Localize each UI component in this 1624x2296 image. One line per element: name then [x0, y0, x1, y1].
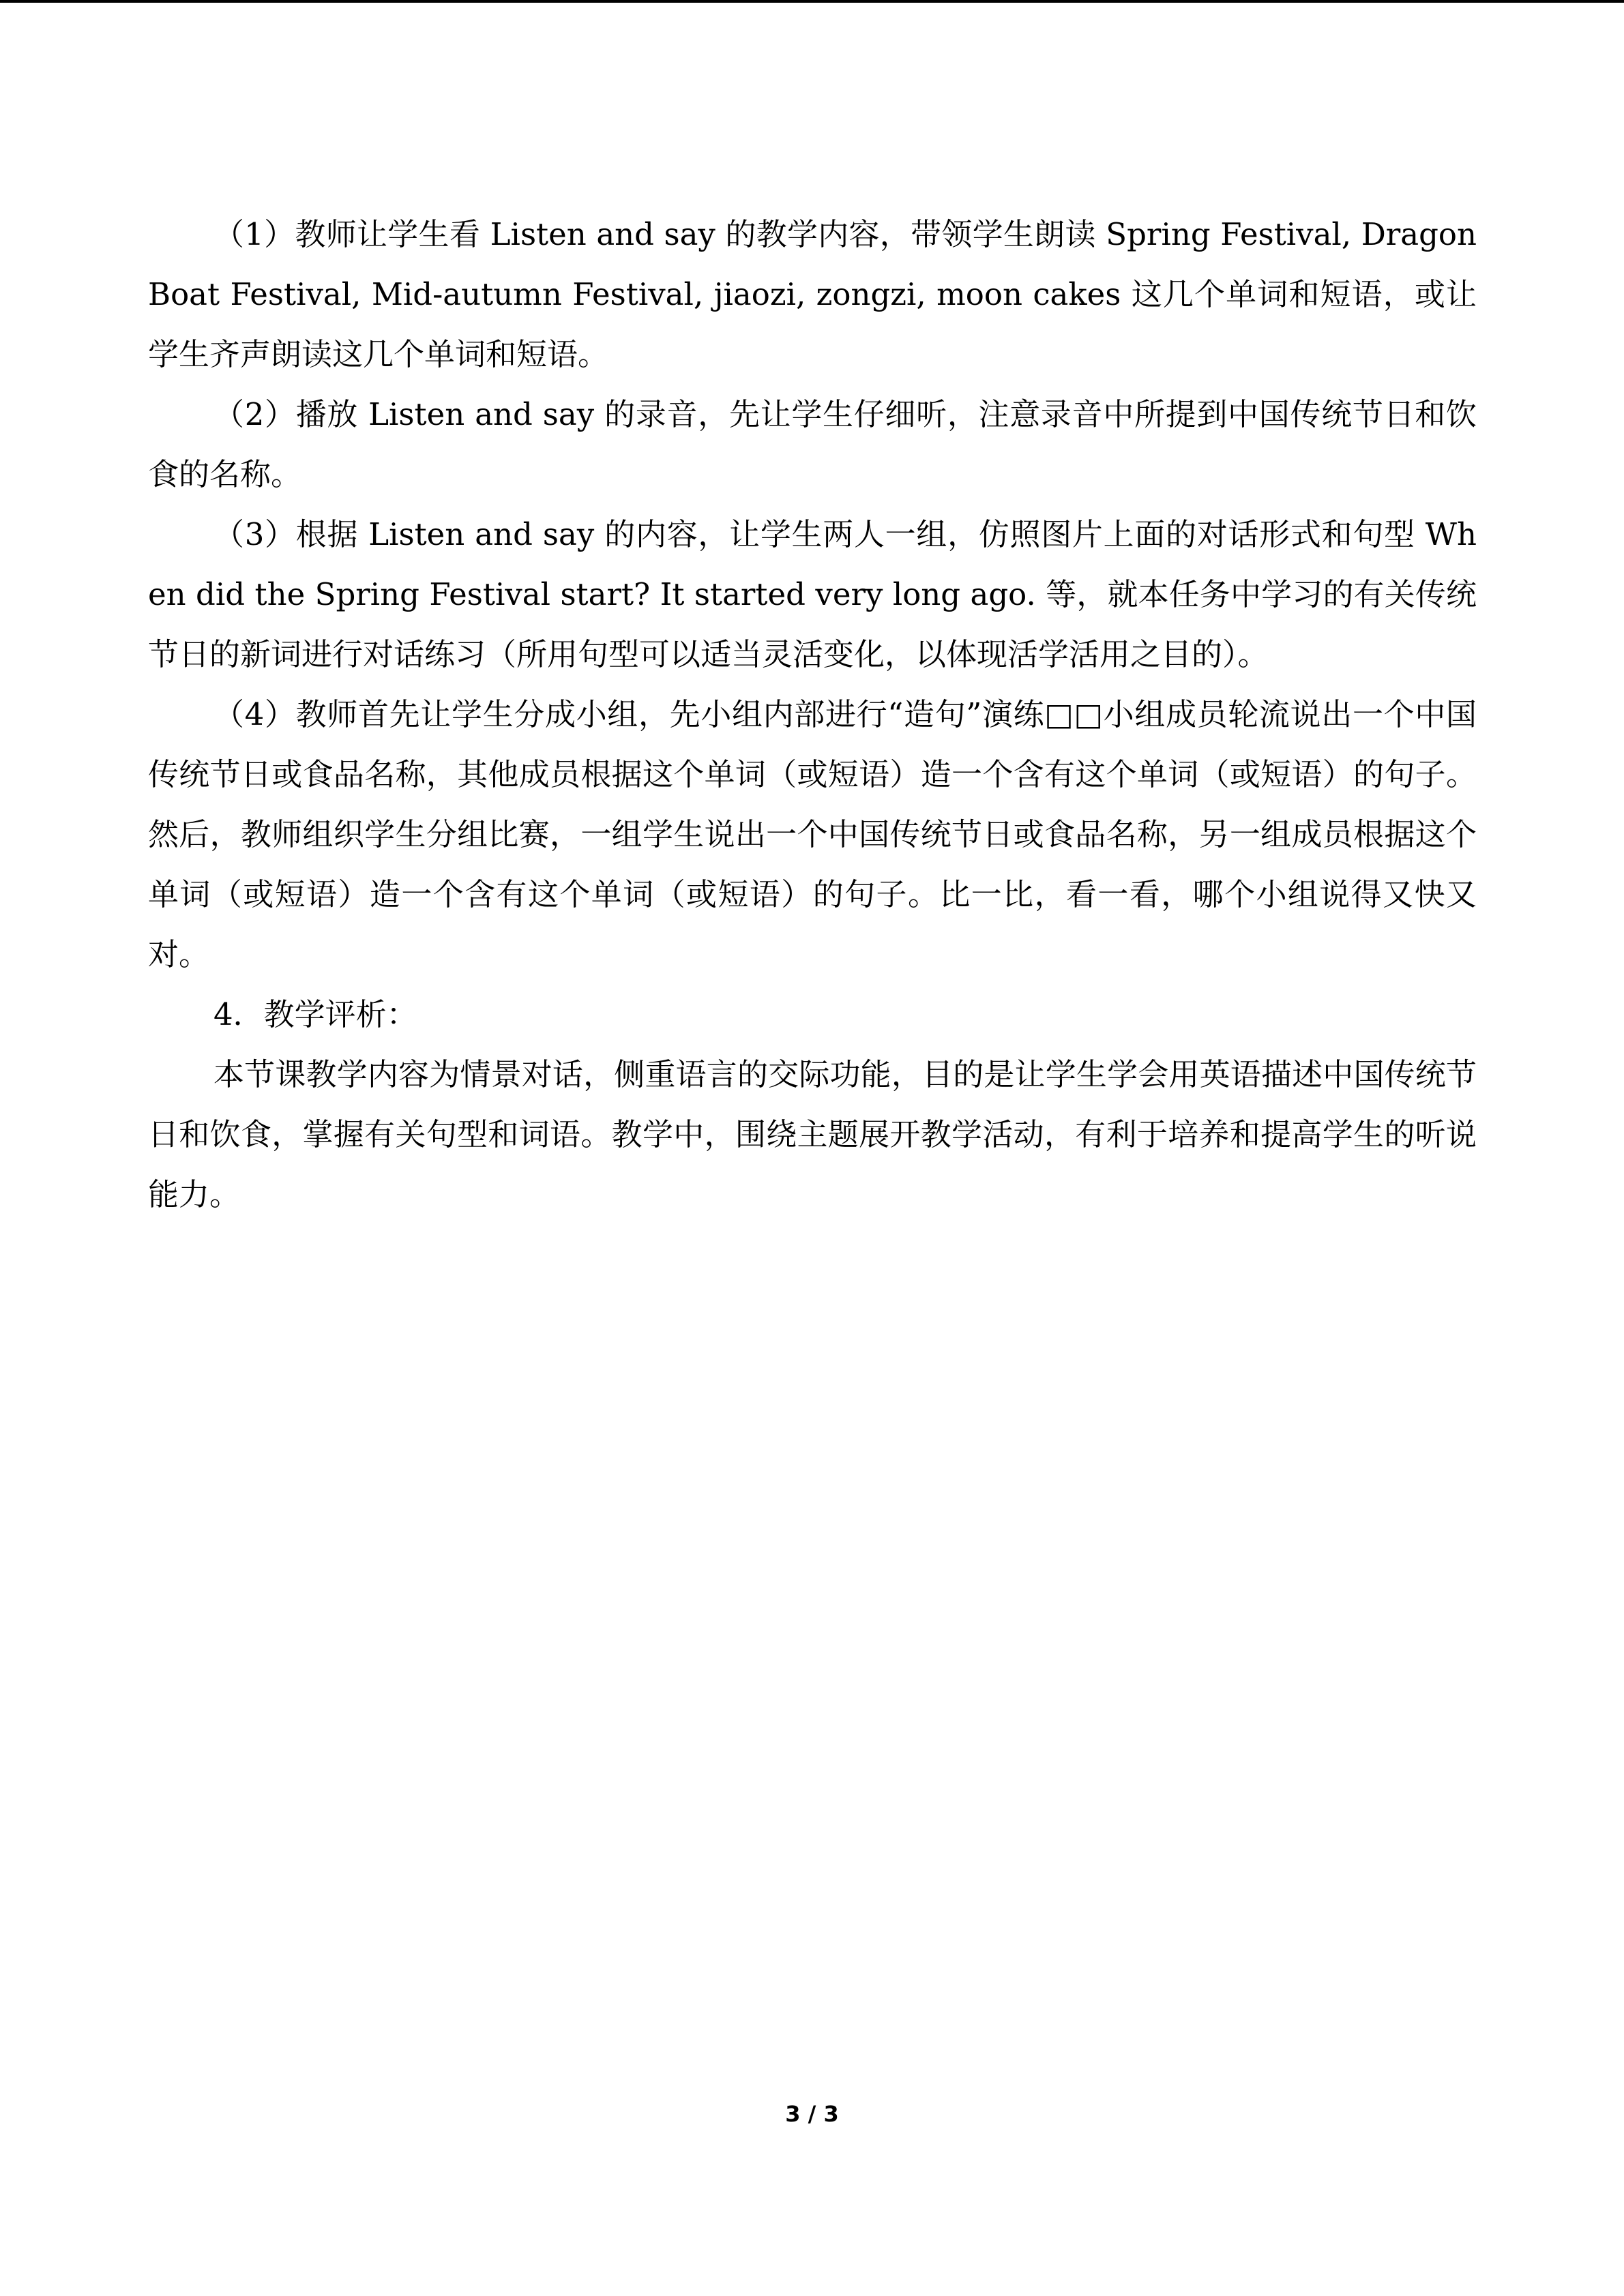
page-number: 3 / 3: [785, 2101, 839, 2127]
step-2-paragraph: （2）播放 Listen and say 的录音，先让学生仔细听，注意录音中所提到中国传统节日和饮食的名称。: [148, 396, 1477, 492]
step-3-paragraph: （3）根据 Listen and say 的内容，让学生两人一组，仿照图片上面的对话形式和句型 When did the Spring Festival start? It started very long ago. 等，就本任务中学习的有关传统节日的新词进行对话练习（所用句型可以适当灵活变化，以体现活学活用之目的）。: [148, 516, 1477, 672]
section-heading: 4．教学评析：: [213, 996, 417, 1032]
analysis-paragraph: 本节课教学内容为情景对话，侧重语言的交际功能，目的是让学生学会用英语描述中国传统节日和饮食，掌握有关句型和词语。教学中，围绕主题展开教学活动，有利于培养和提高学生的听说能力。: [148, 1056, 1477, 1212]
step-4-paragraph: （4）教师首先让学生分成小组，先小组内部进行“造句”演练□□小组成员轮流说出一个中国传统节日或食品名称，其他成员根据这个单词（或短语）造一个含有这个单词（或短语）的句子。然后，教师组织学生分组比赛，一组学生说出一个中国传统节日或食品名称，另一组成员根据这个单词（或短语）造一个含有这个单词（或短语）的句子。比一比，看一看，哪个小组说得又快又对。: [148, 696, 1477, 972]
top-border-rule: [0, 0, 1624, 3]
step-1-paragraph: （1）教师让学生看 Listen and say 的教学内容，带领学生朗读 Spring Festival, Dragon Boat Festival, Mid-autumn Festival, jiaozi, zongzi, moon cakes 这几个单词和短语，或让学生齐声朗读这几个单词和短语。: [148, 216, 1477, 372]
document-body: [148, 205, 1477, 1225]
